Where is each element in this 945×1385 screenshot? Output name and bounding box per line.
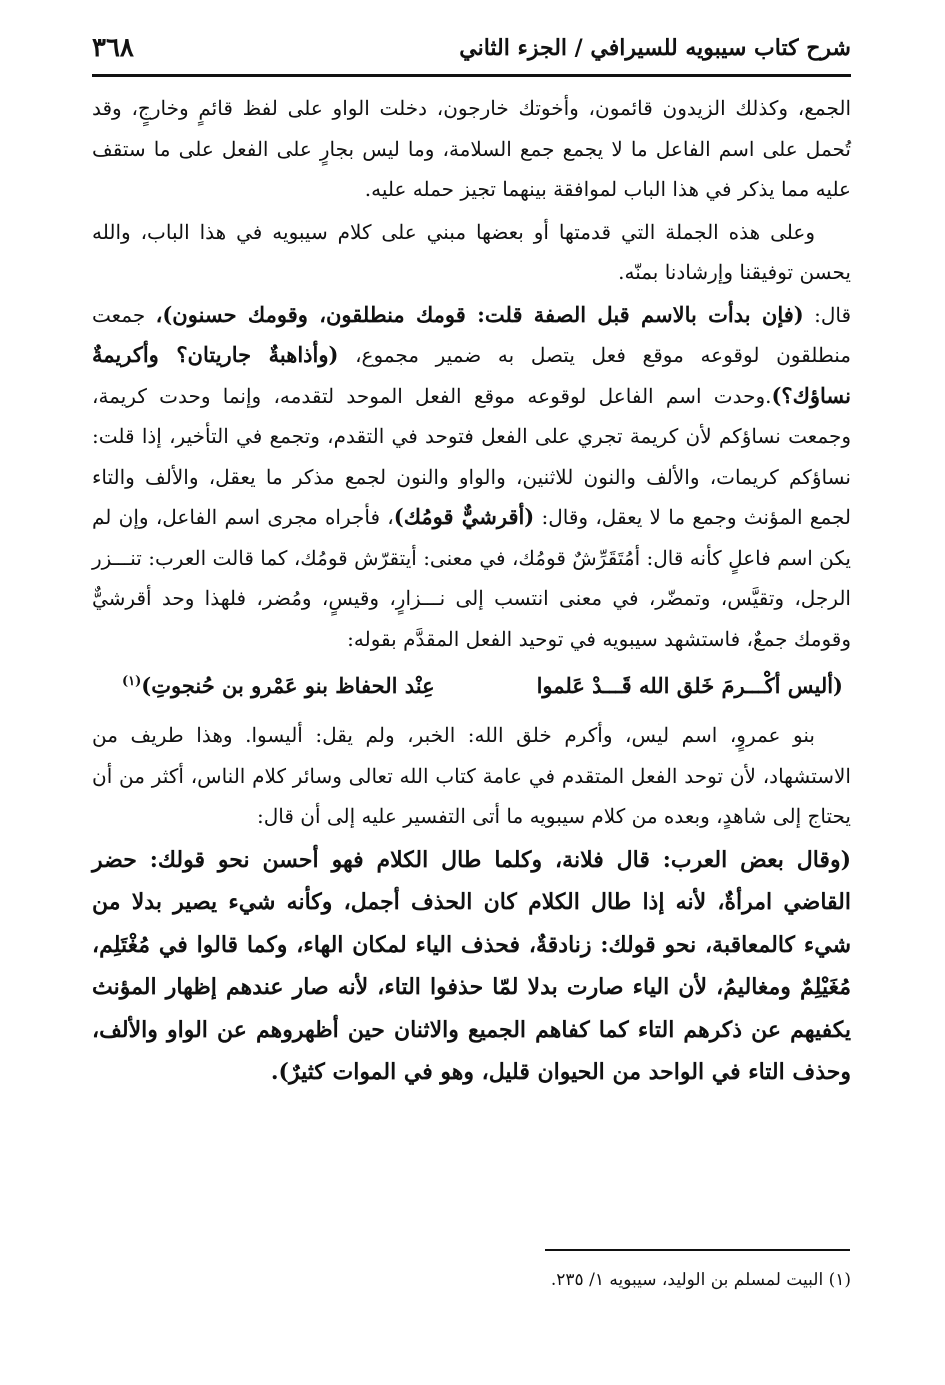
main-text bbox=[92, 88, 851, 1094]
quote-2: (وأذاهبةٌ جاريتان؟ وأكريمةٌ نساؤك؟) bbox=[92, 342, 851, 408]
post-verse-paragraph: بنو عمروٍ، اسم ليس، وأكرم خلق الله: الخبر، ولم يقل: أليسوا. وهذا طريف من الاستشهاد، لأن توحد الفعل المتقدم في عامة كتاب الله تعالى وسائر كلام الناس، أكثر من أن يحتاج إلى شاهدٍ، وبعده من كلام سيبويه ما أتى التفسير عليه إلى أن قال: bbox=[92, 723, 851, 828]
quote-3: (أقرشيٌّ قومُك) bbox=[393, 504, 535, 529]
footnote-rule bbox=[545, 1249, 850, 1251]
page-header bbox=[92, 26, 851, 70]
commentary-3: ، فأجراه مجرى اسم الفاعل، وإن لم يكن اسم فاعلٍ كأنه قال: أمُتَقَرِّشٌ قومُك، في معنى: أيتقرّش قومُك، كما قالت العرب: تنـــزر الرجل، وتقيَّس، وتمضّر، في معنى انتسب إلى نـــزارٍ، وقيسٍ، ومُضر، فلهذا وحد أقرشيٌّ وقومك جمعٌ، فاستشهد سيبويه في توحيد الفعل المقدَّم بقوله: bbox=[92, 505, 851, 651]
verse-second-text: عِنْد الحفاظ بنو عَمْرو بن حُنجوتِ) bbox=[141, 673, 435, 698]
header-rule bbox=[92, 74, 851, 77]
quote-1: (فإن بدأت بالاسم قبل الصفة قلت: قومك منطلقون، وقومك حسنون)، bbox=[155, 301, 804, 327]
qala-lead: قال: bbox=[803, 302, 852, 327]
footnote: (١) البيت لمسلم بن الوليد، سيبويه ١/ ٢٣٥. bbox=[550, 1270, 851, 1290]
commentary-1: جمعت منطلقون لوقوعه موقع فعل يتصل به ضمير مجموع، bbox=[92, 302, 851, 367]
paragraph-1: الجمع، وكذلك الزيدون قائمون، وأخوتك خارجون، دخلت الواو على لفظ قائمٍ وخارجٍ، وقد تُحمل على اسم الفاعل ما لا يجمع جمع السلامة، وما ليس بجارٍ على الفعل على ما ستقف عليه مما يذكر في هذا الباب لموافقة بينهما تجيز حمله عليه. bbox=[92, 96, 851, 201]
paragraph-2: وعلى هذه الجملة التي قدمتها أو بعضها مبني على كلام سيبويه في هذا الباب، والله يحسن توفيقنا وإرشادنا بمنّه. bbox=[92, 219, 851, 284]
footnote-reference: (١) bbox=[122, 674, 142, 689]
verse-second-hemistich bbox=[122, 663, 435, 709]
verse-first-hemistich: (أليس أكْـــرمَ خَلق الله قَـــدْ عَلموا bbox=[536, 673, 843, 698]
page-number: ٣٦٨ bbox=[92, 33, 134, 63]
commentary-2: .وحدت اسم الفاعل لوقوعه موقع الفعل الموحد لتقدمه، وإنما وحدت كريمة، وجمعت نساؤكم لأن كريمة تجري على الفعل فتوحد في التقدم، وتجمع في التأخير، إذا قلت: نساؤكم كريمات، والألف والنون للاثنين، والواو والنون لجمع مذكر ما يعقل، والألف والتاء لجمع المؤنث وجمع ما لا يعقل، وقال: bbox=[92, 383, 852, 529]
qala-paragraph bbox=[92, 295, 851, 660]
running-title: شرح كتاب سيبويه للسيرافي / الجزء الثاني bbox=[459, 35, 851, 61]
sibawayh-quote-block: (وقال بعض العرب: قال فلانة، وكلما طال الكلام فهو أحسن نحو قولك: حضر القاضي امرأةٌ، لأنه إذا طال الكلام كان الحذف أجمل، وكأنه شيء يصير بدلا من شيء كالمعاقبة، نحو قولك: زنادقةٌ، فحذف الياء لمكان الهاء، وكما قالوا في مُغْتَلِم، مُغَيْلِمٌ ومغاليمُ، لأن الياء صارت بدلا لمّا حذفوا التاء، لأنه صار عندهم إظهار المؤنث يكفيهم عن ذكرهم التاء كما كفاهم الجميع والاثنان حين أظهروهم عن الواو والألف، وحذف التاء في الواحد من الحيوان قليل، وهو في الموات كثيرٌ). bbox=[92, 846, 852, 1085]
poetry-verse bbox=[92, 663, 851, 709]
